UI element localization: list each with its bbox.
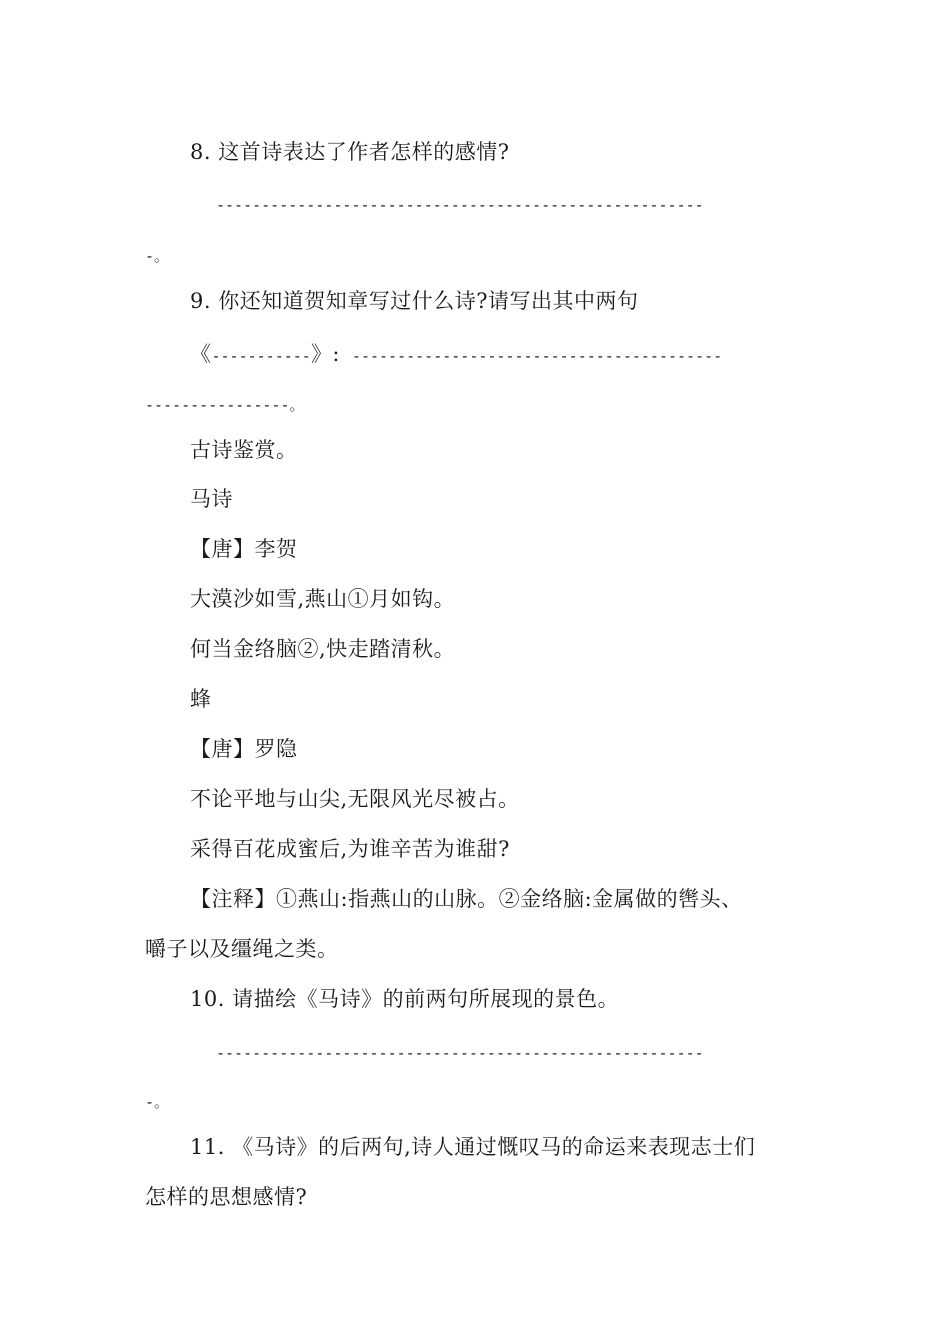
question-9: 9. 你还知道贺知章写过什么诗?请写出其中两句 — [190, 289, 639, 313]
answer-line-q8-end: -。 — [145, 247, 170, 265]
poem-title-feng: 蜂 — [190, 687, 212, 711]
poem-title-blank: ----------- — [211, 347, 311, 365]
annotation: 【注释】①燕山:指燕山的山脉。②金络脑:金属做的辔头、 — [190, 887, 743, 911]
poem-line: 大漠沙如雪,燕山①月如钩。 — [190, 587, 456, 611]
answer-line-q8: ------------------------------------------------------ — [216, 196, 704, 214]
annotation-continued: 嚼子以及缰绳之类。 — [145, 937, 339, 961]
section-heading: 古诗鉴赏。 — [190, 438, 298, 462]
question-8: 8. 这首诗表达了作者怎样的感情? — [190, 140, 510, 164]
question-10: 10. 请描绘《马诗》的前两句所展现的景色。 — [190, 987, 620, 1011]
question-11-continued: 怎样的思想感情? — [145, 1185, 308, 1209]
answer-line-q9-end: ----------------。 — [145, 396, 305, 414]
poem-author-feng: 【唐】罗隐 — [190, 737, 298, 761]
answer-row-q9 — [190, 340, 722, 370]
poem-author-mashi: 【唐】李贺 — [190, 537, 298, 561]
answer-line-q9: ----------------------------------------- — [351, 347, 723, 365]
answer-line-q10: ------------------------------------------------------ — [216, 1044, 704, 1062]
book-title-close-mark: 》: — [310, 342, 340, 366]
poem-line: 采得百花成蜜后,为谁辛苦为谁甜? — [190, 837, 510, 861]
poem-title-mashi: 马诗 — [190, 487, 233, 511]
book-title-open-mark: 《 — [190, 342, 212, 366]
poem-line: 不论平地与山尖,无限风光尽被占。 — [190, 787, 520, 811]
question-11: 11. 《马诗》的后两句,诗人通过慨叹马的命运来表现志士们 — [190, 1135, 756, 1159]
poem-line: 何当金络脑②,快走踏清秋。 — [190, 637, 456, 661]
answer-line-q10-end: -。 — [145, 1093, 170, 1111]
